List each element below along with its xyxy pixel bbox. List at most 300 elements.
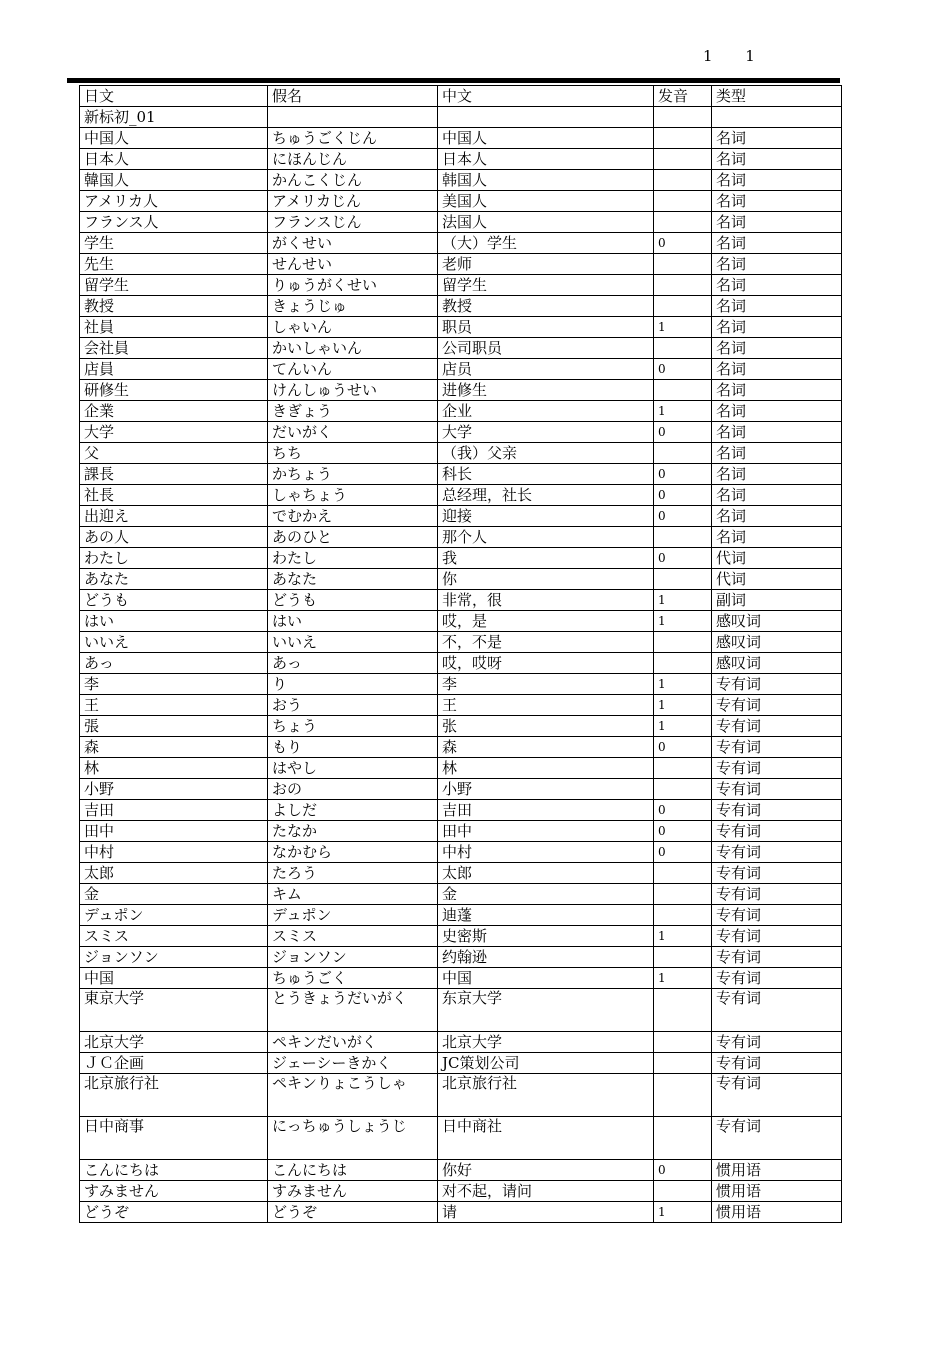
word-japanese: すみません xyxy=(80,1181,268,1202)
word-chinese: 张 xyxy=(438,716,654,737)
word-japanese: 会社員 xyxy=(80,338,268,359)
word-pronunciation xyxy=(654,758,712,779)
table-row xyxy=(80,1053,842,1074)
header-chinese: 中文 xyxy=(438,86,654,107)
word-kana: りゅうがくせい xyxy=(268,275,438,296)
word-kana: にっちゅうしょうじ xyxy=(268,1117,438,1160)
word-chinese: 哎，哎呀 xyxy=(438,653,654,674)
table-row xyxy=(80,212,842,233)
word-japanese: あっ xyxy=(80,653,268,674)
word-japanese: 企業 xyxy=(80,401,268,422)
word-type: 专有词 xyxy=(712,1053,842,1074)
word-type: 惯用语 xyxy=(712,1202,842,1223)
empty-cell xyxy=(268,107,438,128)
word-japanese: 日本人 xyxy=(80,149,268,170)
word-pronunciation xyxy=(654,296,712,317)
word-japanese: 北京大学 xyxy=(80,1032,268,1053)
table-row xyxy=(80,779,842,800)
word-pronunciation: 0 xyxy=(654,821,712,842)
word-japanese: 社長 xyxy=(80,485,268,506)
table-row xyxy=(80,296,842,317)
table-row xyxy=(80,989,842,1032)
word-type: 专有词 xyxy=(712,821,842,842)
word-kana: フランスじん xyxy=(268,212,438,233)
table-row xyxy=(80,926,842,947)
word-japanese: 中村 xyxy=(80,842,268,863)
word-type: 专有词 xyxy=(712,758,842,779)
word-type: 名词 xyxy=(712,275,842,296)
word-japanese: 課長 xyxy=(80,464,268,485)
word-japanese: いいえ xyxy=(80,632,268,653)
word-type: 惯用语 xyxy=(712,1160,842,1181)
word-kana: どうぞ xyxy=(268,1202,438,1223)
word-japanese: あの人 xyxy=(80,527,268,548)
table-row xyxy=(80,590,842,611)
table-row xyxy=(80,1032,842,1053)
word-chinese: 约翰逊 xyxy=(438,947,654,968)
word-kana: すみません xyxy=(268,1181,438,1202)
word-pronunciation xyxy=(654,947,712,968)
word-japanese: 太郎 xyxy=(80,863,268,884)
word-japanese: 張 xyxy=(80,716,268,737)
word-chinese: 韩国人 xyxy=(438,170,654,191)
word-chinese: 哎，是 xyxy=(438,611,654,632)
word-japanese: わたし xyxy=(80,548,268,569)
word-chinese: 东京大学 xyxy=(438,989,654,1032)
word-chinese: 太郎 xyxy=(438,863,654,884)
word-chinese: 对不起，请问 xyxy=(438,1181,654,1202)
word-japanese: アメリカ人 xyxy=(80,191,268,212)
word-japanese: 田中 xyxy=(80,821,268,842)
table-row xyxy=(80,737,842,758)
word-type: 名词 xyxy=(712,401,842,422)
table-row xyxy=(80,842,842,863)
word-type: 名词 xyxy=(712,233,842,254)
word-chinese: 不，不是 xyxy=(438,632,654,653)
word-japanese: 森 xyxy=(80,737,268,758)
word-chinese: 北京旅行社 xyxy=(438,1074,654,1117)
word-chinese: 中国 xyxy=(438,968,654,989)
word-pronunciation xyxy=(654,863,712,884)
word-kana: かちょう xyxy=(268,464,438,485)
word-kana: ちち xyxy=(268,443,438,464)
table-row xyxy=(80,1117,842,1160)
word-kana: ジョンソン xyxy=(268,947,438,968)
word-type: 专有词 xyxy=(712,779,842,800)
word-kana: ちょう xyxy=(268,716,438,737)
table-row xyxy=(80,401,842,422)
word-japanese: 店員 xyxy=(80,359,268,380)
word-type: 专有词 xyxy=(712,842,842,863)
word-kana: きぎょう xyxy=(268,401,438,422)
page-number: 1 1 xyxy=(703,47,769,65)
word-chinese: 日本人 xyxy=(438,149,654,170)
word-chinese: 美国人 xyxy=(438,191,654,212)
word-kana: スミス xyxy=(268,926,438,947)
word-pronunciation: 1 xyxy=(654,401,712,422)
empty-cell xyxy=(712,107,842,128)
word-chinese: 北京大学 xyxy=(438,1032,654,1053)
table-row xyxy=(80,800,842,821)
word-pronunciation xyxy=(654,569,712,590)
word-type: 专有词 xyxy=(712,674,842,695)
word-type: 名词 xyxy=(712,422,842,443)
word-japanese: 中国 xyxy=(80,968,268,989)
word-type: 名词 xyxy=(712,212,842,233)
word-japanese: スミス xyxy=(80,926,268,947)
header-pronunciation: 发音 xyxy=(654,86,712,107)
table-row xyxy=(80,380,842,401)
word-kana: せんせい xyxy=(268,254,438,275)
word-kana: はやし xyxy=(268,758,438,779)
header-type: 类型 xyxy=(712,86,842,107)
word-pronunciation: 1 xyxy=(654,695,712,716)
word-japanese: デュポン xyxy=(80,905,268,926)
word-kana: もり xyxy=(268,737,438,758)
word-pronunciation xyxy=(654,1181,712,1202)
word-japanese: こんにちは xyxy=(80,1160,268,1181)
word-type: 副词 xyxy=(712,590,842,611)
word-pronunciation: 0 xyxy=(654,464,712,485)
word-chinese: 中国人 xyxy=(438,128,654,149)
table-row xyxy=(80,758,842,779)
word-type: 名词 xyxy=(712,338,842,359)
word-type: 专有词 xyxy=(712,989,842,1032)
word-type: 惯用语 xyxy=(712,1181,842,1202)
word-chinese: 企业 xyxy=(438,401,654,422)
word-type: 专有词 xyxy=(712,800,842,821)
word-chinese: 那个人 xyxy=(438,527,654,548)
word-kana: でむかえ xyxy=(268,506,438,527)
word-type: 名词 xyxy=(712,128,842,149)
word-kana: はい xyxy=(268,611,438,632)
word-pronunciation xyxy=(654,1074,712,1117)
table-row xyxy=(80,569,842,590)
word-chinese: 科长 xyxy=(438,464,654,485)
word-chinese: 林 xyxy=(438,758,654,779)
word-chinese: 老师 xyxy=(438,254,654,275)
table-row xyxy=(80,1181,842,1202)
table-row xyxy=(80,506,842,527)
header-japanese: 日文 xyxy=(80,86,268,107)
word-type: 名词 xyxy=(712,170,842,191)
word-pronunciation: 1 xyxy=(654,590,712,611)
word-pronunciation xyxy=(654,170,712,191)
word-kana: ジェーシーきかく xyxy=(268,1053,438,1074)
table-row xyxy=(80,317,842,338)
word-chinese: 进修生 xyxy=(438,380,654,401)
word-pronunciation: 1 xyxy=(654,317,712,338)
word-japanese: 林 xyxy=(80,758,268,779)
word-japanese: フランス人 xyxy=(80,212,268,233)
word-type: 专有词 xyxy=(712,863,842,884)
word-pronunciation xyxy=(654,1032,712,1053)
word-pronunciation xyxy=(654,632,712,653)
word-pronunciation: 0 xyxy=(654,737,712,758)
word-japanese: どうも xyxy=(80,590,268,611)
table-row xyxy=(80,821,842,842)
table-row xyxy=(80,128,842,149)
word-pronunciation: 1 xyxy=(654,611,712,632)
word-pronunciation xyxy=(654,779,712,800)
word-pronunciation: 0 xyxy=(654,842,712,863)
word-pronunciation xyxy=(654,212,712,233)
word-japanese: 王 xyxy=(80,695,268,716)
word-type: 名词 xyxy=(712,527,842,548)
word-pronunciation xyxy=(654,443,712,464)
word-chinese: 留学生 xyxy=(438,275,654,296)
table-row xyxy=(80,422,842,443)
word-japanese: どうぞ xyxy=(80,1202,268,1223)
word-type: 专有词 xyxy=(712,905,842,926)
table-row xyxy=(80,527,842,548)
word-type: 名词 xyxy=(712,485,842,506)
vocabulary-rows xyxy=(80,128,842,1223)
table-row xyxy=(80,968,842,989)
word-chinese: 你 xyxy=(438,569,654,590)
word-type: 专有词 xyxy=(712,968,842,989)
word-type: 名词 xyxy=(712,380,842,401)
word-chinese: 你好 xyxy=(438,1160,654,1181)
table-row xyxy=(80,485,842,506)
word-chinese: 法国人 xyxy=(438,212,654,233)
word-pronunciation: 0 xyxy=(654,359,712,380)
table-row xyxy=(80,863,842,884)
word-japanese: ＪＣ企画 xyxy=(80,1053,268,1074)
table-row xyxy=(80,149,842,170)
word-type: 名词 xyxy=(712,254,842,275)
word-pronunciation: 0 xyxy=(654,548,712,569)
word-type: 感叹词 xyxy=(712,632,842,653)
word-pronunciation xyxy=(654,149,712,170)
table-row xyxy=(80,674,842,695)
table-row xyxy=(80,275,842,296)
section-title: 新标初_01 xyxy=(80,107,268,128)
vocabulary-table xyxy=(79,85,842,1223)
word-kana: デュポン xyxy=(268,905,438,926)
word-kana: なかむら xyxy=(268,842,438,863)
word-japanese: 出迎え xyxy=(80,506,268,527)
table-row xyxy=(80,338,842,359)
word-pronunciation xyxy=(654,380,712,401)
word-kana: わたし xyxy=(268,548,438,569)
word-chinese: 小野 xyxy=(438,779,654,800)
word-japanese: はい xyxy=(80,611,268,632)
word-kana: とうきょうだいがく xyxy=(268,989,438,1032)
table-row xyxy=(80,611,842,632)
word-chinese: 非常，很 xyxy=(438,590,654,611)
word-kana: ペキンりょこうしゃ xyxy=(268,1074,438,1117)
table-row xyxy=(80,1160,842,1181)
word-kana: かんこくじん xyxy=(268,170,438,191)
word-chinese: （大）学生 xyxy=(438,233,654,254)
word-chinese: 店员 xyxy=(438,359,654,380)
table-row xyxy=(80,1074,842,1117)
table-row xyxy=(80,233,842,254)
word-type: 专有词 xyxy=(712,1074,842,1117)
word-japanese: 日中商事 xyxy=(80,1117,268,1160)
word-kana: しゃいん xyxy=(268,317,438,338)
word-chinese: 大学 xyxy=(438,422,654,443)
word-kana: がくせい xyxy=(268,233,438,254)
word-pronunciation xyxy=(654,254,712,275)
word-pronunciation xyxy=(654,989,712,1032)
word-kana: おの xyxy=(268,779,438,800)
empty-cell xyxy=(438,107,654,128)
word-japanese: 中国人 xyxy=(80,128,268,149)
table-row xyxy=(80,464,842,485)
word-pronunciation xyxy=(654,275,712,296)
word-chinese: 公司职员 xyxy=(438,338,654,359)
word-kana: ペキンだいがく xyxy=(268,1032,438,1053)
word-japanese: 先生 xyxy=(80,254,268,275)
table-row xyxy=(80,653,842,674)
word-japanese: 留学生 xyxy=(80,275,268,296)
word-chinese: 史密斯 xyxy=(438,926,654,947)
word-type: 专有词 xyxy=(712,1117,842,1160)
word-type: 专有词 xyxy=(712,1032,842,1053)
word-chinese: 教授 xyxy=(438,296,654,317)
table-row xyxy=(80,905,842,926)
word-type: 专有词 xyxy=(712,695,842,716)
word-kana: こんにちは xyxy=(268,1160,438,1181)
word-type: 名词 xyxy=(712,464,842,485)
header-row xyxy=(80,86,842,107)
word-kana: にほんじん xyxy=(268,149,438,170)
word-chinese: 田中 xyxy=(438,821,654,842)
table-row xyxy=(80,884,842,905)
word-pronunciation: 0 xyxy=(654,233,712,254)
word-chinese: 迎接 xyxy=(438,506,654,527)
word-pronunciation: 0 xyxy=(654,422,712,443)
word-pronunciation xyxy=(654,128,712,149)
word-chinese: 王 xyxy=(438,695,654,716)
word-pronunciation: 1 xyxy=(654,968,712,989)
word-type: 名词 xyxy=(712,191,842,212)
word-pronunciation: 0 xyxy=(654,800,712,821)
word-pronunciation: 1 xyxy=(654,1202,712,1223)
table-row xyxy=(80,548,842,569)
word-type: 名词 xyxy=(712,506,842,527)
word-pronunciation: 1 xyxy=(654,926,712,947)
word-kana: おう xyxy=(268,695,438,716)
word-chinese: JC策划公司 xyxy=(438,1053,654,1074)
word-japanese: 研修生 xyxy=(80,380,268,401)
table-row xyxy=(80,1202,842,1223)
word-japanese: 李 xyxy=(80,674,268,695)
word-kana: けんしゅうせい xyxy=(268,380,438,401)
word-type: 名词 xyxy=(712,317,842,338)
word-type: 代词 xyxy=(712,569,842,590)
word-type: 专有词 xyxy=(712,926,842,947)
table-row xyxy=(80,191,842,212)
word-kana: キム xyxy=(268,884,438,905)
word-chinese: 迪蓬 xyxy=(438,905,654,926)
word-chinese: 日中商社 xyxy=(438,1117,654,1160)
word-kana: あのひと xyxy=(268,527,438,548)
word-kana: どうも xyxy=(268,590,438,611)
word-japanese: 社員 xyxy=(80,317,268,338)
word-kana: しゃちょう xyxy=(268,485,438,506)
word-kana: あっ xyxy=(268,653,438,674)
word-pronunciation xyxy=(654,527,712,548)
word-chinese: 金 xyxy=(438,884,654,905)
word-pronunciation: 0 xyxy=(654,506,712,527)
word-pronunciation: 1 xyxy=(654,674,712,695)
word-type: 专有词 xyxy=(712,947,842,968)
table-row xyxy=(80,716,842,737)
word-japanese: 学生 xyxy=(80,233,268,254)
word-kana: り xyxy=(268,674,438,695)
table-row xyxy=(80,947,842,968)
word-kana: てんいん xyxy=(268,359,438,380)
word-kana: かいしゃいん xyxy=(268,338,438,359)
word-type: 专有词 xyxy=(712,716,842,737)
word-kana: たろう xyxy=(268,863,438,884)
word-pronunciation xyxy=(654,653,712,674)
word-japanese: 小野 xyxy=(80,779,268,800)
word-japanese: 韓国人 xyxy=(80,170,268,191)
word-pronunciation xyxy=(654,1053,712,1074)
word-chinese: 请 xyxy=(438,1202,654,1223)
word-type: 名词 xyxy=(712,443,842,464)
word-chinese: 吉田 xyxy=(438,800,654,821)
word-kana: ちゅうごくじん xyxy=(268,128,438,149)
table-row xyxy=(80,170,842,191)
word-kana: たなか xyxy=(268,821,438,842)
word-chinese: 中村 xyxy=(438,842,654,863)
word-pronunciation: 0 xyxy=(654,1160,712,1181)
word-pronunciation xyxy=(654,338,712,359)
word-type: 代词 xyxy=(712,548,842,569)
word-japanese: 父 xyxy=(80,443,268,464)
word-type: 感叹词 xyxy=(712,611,842,632)
header-rule xyxy=(67,78,840,83)
word-chinese: （我）父亲 xyxy=(438,443,654,464)
word-kana: ちゅうごく xyxy=(268,968,438,989)
word-type: 名词 xyxy=(712,359,842,380)
word-japanese: ジョンソン xyxy=(80,947,268,968)
word-japanese: 教授 xyxy=(80,296,268,317)
table-row xyxy=(80,254,842,275)
word-pronunciation: 0 xyxy=(654,485,712,506)
word-kana: アメリカじん xyxy=(268,191,438,212)
word-kana: いいえ xyxy=(268,632,438,653)
word-pronunciation xyxy=(654,884,712,905)
word-chinese: 森 xyxy=(438,737,654,758)
word-chinese: 我 xyxy=(438,548,654,569)
table-row xyxy=(80,359,842,380)
word-chinese: 职员 xyxy=(438,317,654,338)
word-pronunciation xyxy=(654,191,712,212)
table-row xyxy=(80,443,842,464)
word-type: 专有词 xyxy=(712,884,842,905)
word-kana: きょうじゅ xyxy=(268,296,438,317)
section-title-row xyxy=(80,107,842,128)
word-kana: だいがく xyxy=(268,422,438,443)
word-type: 专有词 xyxy=(712,737,842,758)
word-japanese: 大学 xyxy=(80,422,268,443)
word-type: 感叹词 xyxy=(712,653,842,674)
word-japanese: 北京旅行社 xyxy=(80,1074,268,1117)
word-japanese: あなた xyxy=(80,569,268,590)
table-row xyxy=(80,632,842,653)
word-pronunciation xyxy=(654,1117,712,1160)
word-kana: あなた xyxy=(268,569,438,590)
word-type: 名词 xyxy=(712,149,842,170)
word-type: 名词 xyxy=(712,296,842,317)
word-pronunciation xyxy=(654,905,712,926)
